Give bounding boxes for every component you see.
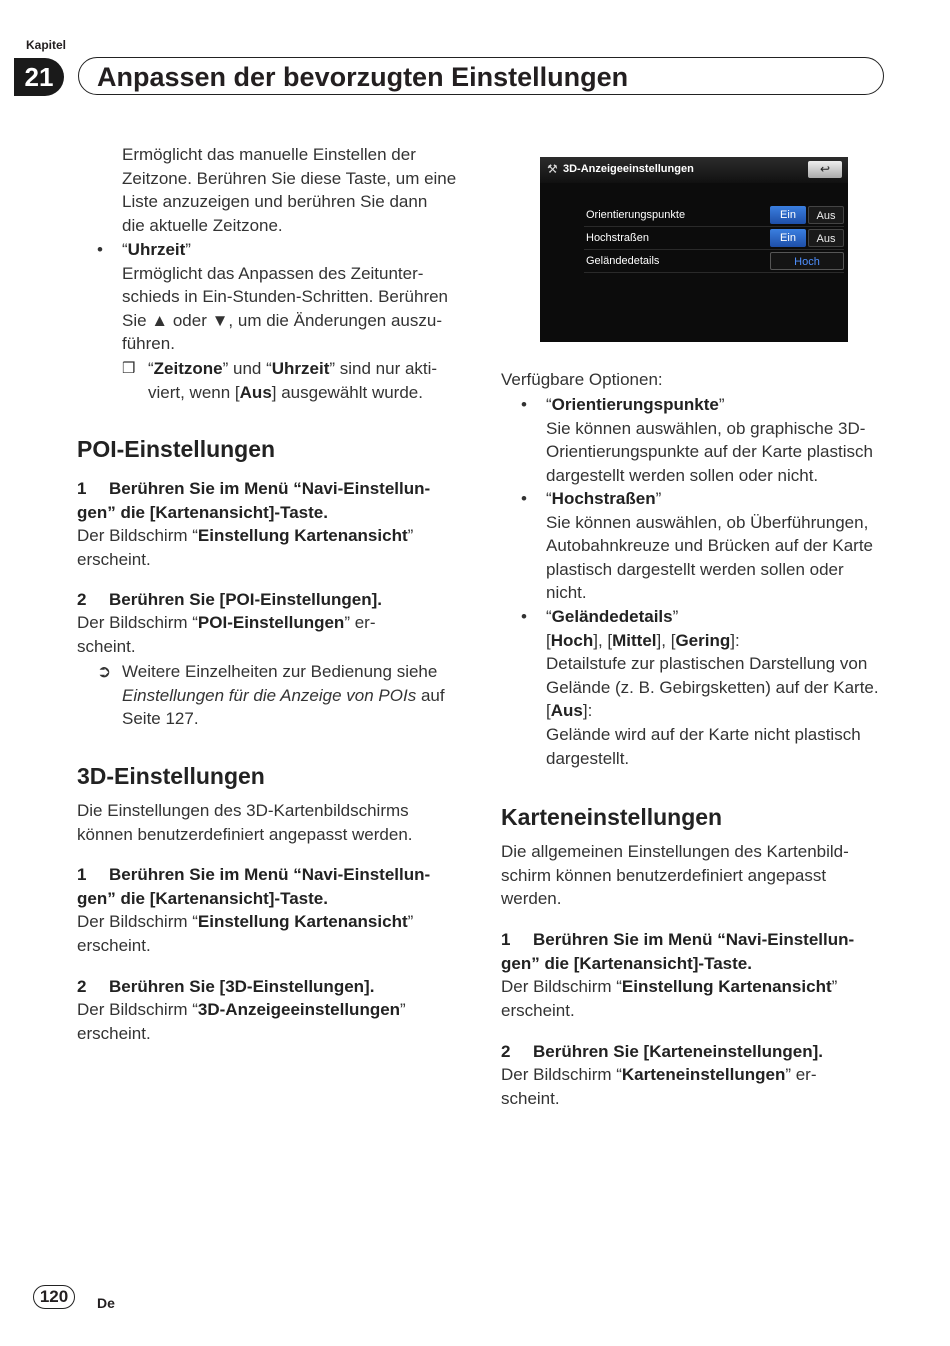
screen-name: Karteneinstellungen: [621, 1065, 786, 1084]
hoch-value: Hoch: [550, 630, 594, 650]
poi-step-1: [77, 477, 430, 524]
text-fragment: Der Bildschirm “: [77, 1000, 198, 1019]
language-code: De: [97, 1295, 115, 1311]
text-line: die aktuelle Zeitzone.: [122, 215, 283, 235]
text-fragment: ” sind nur akti-: [329, 359, 438, 378]
gelaendedetails-button[interactable]: Hoch: [770, 252, 844, 270]
text-fragment: auf: [416, 685, 445, 705]
karten-step-2-result: [501, 1063, 817, 1110]
uhrzeit-term: Uhrzeit: [271, 359, 330, 378]
step-text: Berühren Sie [3D-Einstellungen].: [109, 977, 375, 996]
checkbox-note-icon: ❒: [122, 360, 136, 377]
text-line: schirm können benutzerdefiniert angepasst: [501, 865, 827, 885]
text-fragment: ”: [407, 526, 414, 545]
text-line: dargestellt werden sollen oder nicht.: [546, 465, 819, 485]
text-line: Autobahnkreuze und Brücken auf der Karte: [546, 536, 873, 556]
text-line: Seite 127.: [122, 709, 199, 729]
step-text: gen” die [Kartenansicht]-Taste.: [77, 888, 328, 908]
screen-name: Einstellung Kartenansicht: [197, 912, 408, 931]
text-fragment: Der Bildschirm “: [501, 1065, 622, 1084]
option-label: Geländedetails: [551, 607, 673, 626]
device-screenshot: [540, 157, 848, 342]
option-hochstrassen: “Hochstraßen” Sie können auswählen, ob Überführungen, Autobahnkreuze und Brücken auf der Karte plastisch dargestellt werden sollen oder nicht.: [546, 487, 873, 605]
step-text: Berühren Sie [POI-Einstellungen].: [109, 590, 382, 609]
text-line: schieds in Ein-Stunden-Schritten. Berühren: [122, 287, 449, 307]
aus-button[interactable]: Aus: [808, 206, 844, 224]
3d-step-1: [77, 863, 430, 910]
zeitzone-term: Zeitzone: [153, 359, 223, 378]
note-line: [148, 381, 437, 405]
setting-row-hochstrassen: [584, 227, 844, 250]
bullet-icon: •: [521, 395, 527, 414]
step-number: 2: [77, 977, 87, 996]
setting-row-orientierungspunkte: [584, 204, 844, 227]
text-line: Detailstufe zur plastischen Darstellung von: [546, 654, 868, 674]
option-label: Orientierungspunkte: [551, 395, 719, 414]
text-line: Sie ▲ oder ▼, um die Änderungen auszu-: [122, 310, 442, 330]
text-fragment: Der Bildschirm “: [77, 526, 198, 545]
poi-step-2-result: [77, 611, 375, 658]
screen-name: Einstellung Kartenansicht: [621, 977, 832, 996]
text-line: Gelände wird auf der Karte nicht plastisch: [546, 724, 861, 744]
text-line: nicht.: [546, 583, 587, 603]
screen-title: 3D-Anzeigeeinstellungen: [563, 163, 694, 175]
3d-step-2: [77, 975, 374, 999]
kapitel-label: Kapitel: [26, 38, 67, 52]
setting-label: Geländedetails: [586, 255, 660, 267]
text-line: erscheint.: [501, 1000, 575, 1020]
text-fragment: ”: [400, 1000, 406, 1019]
option-label: Hochstraßen: [551, 489, 656, 508]
text-fragment: viert, wenn [: [148, 382, 240, 402]
setting-label: Hochstraßen: [586, 232, 649, 244]
text-line: scheint.: [77, 636, 136, 656]
page-number: 120: [33, 1285, 75, 1309]
text-line: Sie können auswählen, ob graphische 3D-: [546, 418, 866, 438]
text-fragment: ” er-: [785, 1065, 817, 1084]
aus-term: Aus: [239, 382, 272, 402]
chapter-number: 21: [14, 58, 64, 96]
step-number: 2: [501, 1042, 511, 1061]
text-fragment: ] ausgewählt wurde.: [271, 382, 423, 402]
step-number: 1: [77, 865, 87, 884]
step-number: 1: [501, 930, 511, 949]
text-line: erscheint.: [77, 1023, 151, 1043]
karten-intro: [501, 840, 849, 911]
text-line: Ermöglicht das Anpassen des Zeitunter-: [122, 263, 424, 283]
3d-step-2-result: [77, 998, 406, 1045]
chapter-title: Anpassen der bevorzugten Einstellungen: [97, 62, 629, 92]
tools-icon: ⚒: [547, 162, 558, 176]
step-text: gen” die [Kartenansicht]-Taste.: [501, 953, 752, 973]
screen-header: [540, 157, 848, 183]
arrow-right-icon: ➲: [97, 662, 112, 681]
step-text: Berühren Sie im Menü “Navi-Einstellun-: [533, 930, 855, 949]
text-line: Zeitzone. Berühren Sie diese Taste, um eine: [122, 168, 457, 188]
text-line: Gelände (z. B. Gebirgsketten) auf der Karte.: [546, 677, 879, 697]
karten-step-1-result: [501, 975, 837, 1022]
text-line: Die Einstellungen des 3D-Kartenbildschirms: [77, 801, 409, 820]
uhrzeit-label-line: “Uhrzeit”: [122, 240, 191, 259]
text-line: werden.: [501, 889, 562, 909]
zeitzone-description: [122, 143, 456, 237]
step-number: 1: [77, 479, 87, 498]
screen-name: Einstellung Kartenansicht: [197, 526, 408, 545]
karten-heading: Karteneinstellungen: [501, 804, 723, 830]
text-fragment: ” er-: [344, 613, 376, 632]
back-button[interactable]: ↩: [808, 161, 842, 178]
gering-value: Gering: [675, 630, 731, 650]
ein-button[interactable]: Ein: [770, 229, 806, 247]
aus-button[interactable]: Aus: [808, 229, 844, 247]
poi-step-1-result: [77, 524, 413, 571]
text-fragment: Der Bildschirm “: [77, 613, 198, 632]
text-fragment: Der Bildschirm “: [77, 912, 198, 931]
step-text: Berühren Sie im Menü “Navi-Einstellun-: [109, 865, 431, 884]
text-line: Orientierungspunkte auf der Karte plastisch: [546, 442, 873, 462]
text-line: erscheint.: [77, 549, 151, 569]
text-fragment: “: [148, 359, 154, 378]
option-gelaendedetails: “Geländedetails” [Hoch], [Mittel], [Gering]: Detailstufe zur plastischen Darstellung von Gelände (z. B. Gebirgsketten) auf der Karte. [Aus]: Gelände wird auf der Karte nicht plastisch dargestellt.: [546, 605, 879, 770]
aus-value: Aus: [550, 701, 583, 721]
bullet-icon: •: [521, 489, 527, 508]
text-fragment: ” und “: [222, 359, 272, 378]
poi-reference: [122, 660, 445, 731]
karten-step-2: [501, 1040, 823, 1064]
text-line: können benutzerdefiniert angepasst werden.: [77, 824, 413, 844]
3d-heading: 3D-Einstellungen: [77, 763, 265, 789]
text-line: führen.: [122, 334, 175, 354]
text-line: plastisch dargestellt werden sollen oder: [546, 559, 844, 579]
screen-name: 3D-Anzeigeeinstellungen: [197, 1000, 401, 1019]
note-text: [148, 357, 437, 404]
step-text: Berühren Sie im Menü “Navi-Einstellun-: [109, 479, 431, 498]
mittel-value: Mittel: [612, 630, 657, 650]
text-line: Ermöglicht das manuelle Einstellen der: [122, 145, 416, 164]
option-orientierungspunkte: “Orientierungspunkte” Sie können auswählen, ob graphische 3D- Orientierungspunkte auf der Karte plastisch dargestellt werden sollen oder nicht.: [546, 393, 873, 487]
text-fragment: ”: [407, 912, 414, 931]
screen-name: POI-Einstellungen: [197, 613, 345, 632]
step-number: 2: [77, 590, 87, 609]
chapter-title-box: [78, 57, 884, 95]
options-label: Verfügbare Optionen:: [501, 370, 663, 389]
text-line: erscheint.: [77, 935, 151, 955]
ein-button[interactable]: Ein: [770, 206, 806, 224]
bullet-icon: •: [521, 607, 527, 626]
3d-step-1-result: [77, 910, 413, 957]
reference-link[interactable]: Einstellungen für die Anzeige von POIs: [122, 685, 417, 705]
bullet-icon: •: [97, 240, 103, 259]
step-text: Berühren Sie [Karteneinstellungen].: [533, 1042, 823, 1061]
karten-step-1: [501, 928, 854, 975]
uhrzeit-item: [122, 238, 448, 356]
text-line: Die allgemeinen Einstellungen des Kartenbild-: [501, 842, 849, 861]
step-text: gen” die [Kartenansicht]-Taste.: [77, 502, 328, 522]
text-line: dargestellt.: [546, 748, 630, 768]
text-line: Weitere Einzelheiten zur Bedienung siehe: [122, 662, 438, 681]
text-line: Liste anzuzeigen und berühren Sie dann: [122, 192, 428, 212]
text-fragment: Der Bildschirm “: [501, 977, 622, 996]
3d-intro: [77, 799, 413, 846]
text-line: scheint.: [501, 1088, 560, 1108]
poi-step-2: [77, 588, 382, 612]
uhrzeit-label: Uhrzeit: [127, 240, 186, 259]
text-line: Sie können auswählen, ob Überführungen,: [546, 512, 869, 532]
text-fragment: ”: [831, 977, 838, 996]
note-line: [148, 357, 437, 381]
poi-heading: POI-Einstellungen: [77, 436, 276, 462]
setting-label: Orientierungspunkte: [586, 209, 686, 221]
setting-row-gelaendedetails: [584, 250, 844, 273]
